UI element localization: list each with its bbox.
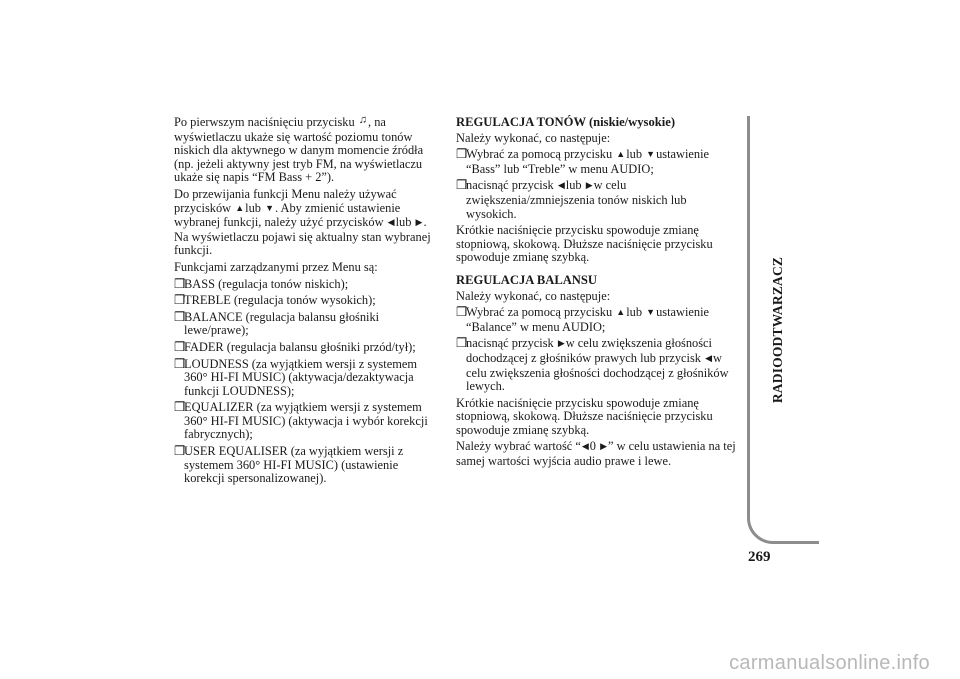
text: 0 xyxy=(589,439,596,454)
arrow-right-icon: ▶ xyxy=(585,180,593,191)
arrow-down-icon: ▼ xyxy=(646,149,656,160)
text: ” w celu ustawienia na tej samej wartości wyjścia audio prawe i lewe. xyxy=(456,439,736,469)
text: w celu zwiększenia/zmniejszenia tonów niskich lub wysokich. xyxy=(466,178,687,221)
list-item xyxy=(174,358,439,399)
checkbox-icon: ❒ xyxy=(456,305,468,320)
list-item xyxy=(174,278,439,292)
text: w celu zwiększenia głośności dochodzącej z głośników lewych. xyxy=(466,350,729,394)
arrow-left-icon: ◀ xyxy=(581,441,589,452)
checkbox-icon: ❒ xyxy=(174,309,186,324)
body-paragraph: Krótkie naciśnięcie przycisku spowoduje zmianę stopniową, skokową. Dłuższe naciśnięcie przycisku spowoduje zmianę szybką. xyxy=(456,223,713,265)
checkbox-icon: ❒ xyxy=(174,444,186,459)
list-item-text: LOUDNESS (za wyjątkiem wersji z systemem 360° HI-FI MUSIC) (aktywacja/dezaktywacja funkcji LOUDNESS); xyxy=(184,356,417,398)
text: nacisnąć przycisk xyxy=(466,178,554,193)
text: . Na wyświetlaczu pojawi się aktualny stan wybranej funkcji. xyxy=(174,215,431,258)
text: Wybrać za pomocą przycisku xyxy=(466,147,613,162)
list-item xyxy=(456,148,736,176)
list-item xyxy=(174,401,439,442)
arrow-down-icon: ▼ xyxy=(646,307,656,318)
checkbox-icon: ❒ xyxy=(456,178,468,193)
arrow-up-icon: ▲ xyxy=(616,149,626,160)
text: lub xyxy=(565,178,582,193)
text: w celu zwiększenia głośności dochodzącej z głośników prawych lub przycisk xyxy=(466,336,712,365)
arrow-right-icon: ▶ xyxy=(600,441,608,452)
arrow-left-icon: ◀ xyxy=(557,180,565,191)
section-heading-balance: REGULACJA BALANSU xyxy=(456,272,598,287)
page-number: 269 xyxy=(748,549,771,565)
section-heading-tones: REGULACJA TONÓW (niskie/wysokie) xyxy=(456,115,676,129)
arrow-left-icon: ◀ xyxy=(387,217,395,228)
section-tab xyxy=(770,256,786,404)
list-item-text xyxy=(466,337,736,393)
list-item xyxy=(456,306,736,334)
list-item-text: USER EQUALISER (za wyjątkiem wersji z systemem 360° HI-FI MUSIC) (ustawienie korekcji spersonalizowanej). xyxy=(184,444,404,486)
list-item xyxy=(456,337,736,393)
text: Należy wybrać wartość “ xyxy=(456,439,581,454)
list-item-text: FADER (regulacja balansu głośniki przód/tył); xyxy=(184,339,416,354)
menu-functions-heading: Funkcjami zarządzanymi przez Menu są: xyxy=(174,259,378,274)
intro-paragraph xyxy=(174,116,439,185)
checkbox-icon: ❒ xyxy=(174,293,186,308)
list-item-text: BASS (regulacja tonów niskich); xyxy=(184,276,349,291)
list-item xyxy=(174,445,439,486)
text: ustawienie “Balance” w menu AUDIO; xyxy=(466,305,710,334)
text: lub xyxy=(245,200,261,215)
balance-zero-paragraph xyxy=(456,440,736,468)
checkbox-icon: ❒ xyxy=(174,400,186,415)
list-item xyxy=(174,311,439,338)
checkbox-icon: ❒ xyxy=(174,339,186,354)
arrow-right-icon: ▶ xyxy=(415,217,423,228)
intro-text: Należy wykonać, co następuje: xyxy=(456,288,611,303)
arrow-up-icon: ▲ xyxy=(616,307,626,318)
intro-text: Należy wykonać, co następuje: xyxy=(456,130,611,145)
text: nacisnąć przycisk xyxy=(466,336,554,351)
list-item-text xyxy=(466,306,736,334)
text: , na wyświetlaczu ukaże się wartość poziomu tonów niskich dla aktywnego w danym momencie źródła (np. jeżeli aktywny jest tryb FM, na wyświetlaczu ukaże się napis “FM Bass + 2”). xyxy=(174,115,424,185)
list-item xyxy=(174,294,439,308)
left-column xyxy=(174,116,439,489)
watermark: carmanualsonline.info xyxy=(729,652,930,674)
arrow-right-icon: ▶ xyxy=(557,338,565,349)
checkbox-icon: ❒ xyxy=(456,147,468,162)
list-item xyxy=(456,179,736,221)
text: . Aby zmienić ustawienie wybranej funkcji, należy użyć przycisków xyxy=(174,200,401,230)
text: Do przewijania funkcji Menu należy używać przycisków xyxy=(174,186,397,215)
body-paragraph: Krótkie naciśnięcie przycisku spowoduje zmianę stopniową, skokową. Dłuższe naciśnięcie przycisku spowoduje zmianę szybką. xyxy=(456,395,713,437)
text: Po pierwszym naciśnięciu przycisku xyxy=(174,115,355,129)
list-item-text: EQUALIZER (za wyjątkiem wersji z systemem 360° HI-FI MUSIC) (aktywacja i wybór korekcji fabrycznych); xyxy=(184,400,428,442)
right-column xyxy=(456,116,736,472)
list-item-text: TREBLE (regulacja tonów wysokich); xyxy=(184,293,376,308)
list-item-text xyxy=(466,179,736,221)
menu-scroll-paragraph xyxy=(174,188,439,258)
music-note-icon: ♫ xyxy=(358,114,368,126)
arrow-left-icon: ◀ xyxy=(705,352,713,363)
text: lub xyxy=(395,215,412,230)
text: lub xyxy=(626,147,643,162)
checkbox-icon: ❒ xyxy=(174,276,186,291)
arrow-up-icon: ▲ xyxy=(235,202,245,213)
section-label: RADIOODTWARZACZ xyxy=(770,256,785,404)
arrow-down-icon: ▼ xyxy=(265,202,275,213)
text: Wybrać za pomocą przycisku xyxy=(466,305,613,320)
checkbox-icon: ❒ xyxy=(456,336,468,351)
text: lub xyxy=(626,305,643,320)
list-item xyxy=(174,341,439,355)
list-item-text: BALANCE (regulacja balansu głośniki lewe/prawe); xyxy=(184,309,380,338)
text: ustawienie “Bass” lub “Treble” w menu AUDIO; xyxy=(466,147,710,176)
checkbox-icon: ❒ xyxy=(174,356,186,371)
list-item-text xyxy=(466,148,736,176)
